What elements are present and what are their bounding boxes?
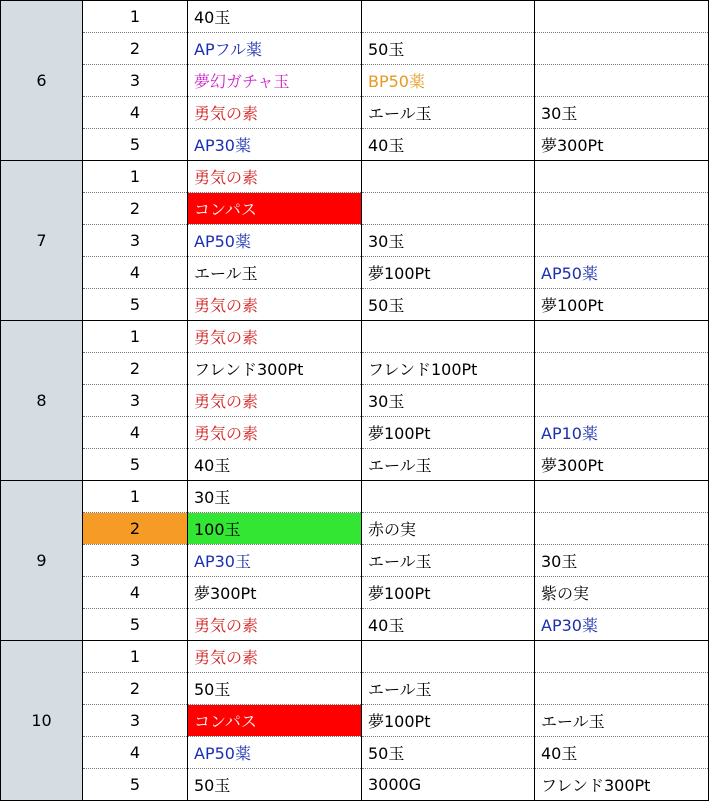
table-row bbox=[1, 65, 709, 97]
row-number-cell: 2 bbox=[83, 33, 188, 65]
row-number-cell: 1 bbox=[83, 641, 188, 673]
reward-cell: フレンド100Pt bbox=[362, 353, 535, 385]
reward-cell: AP30玉 bbox=[188, 545, 362, 577]
reward-cell bbox=[535, 481, 709, 513]
row-number-cell: 3 bbox=[83, 65, 188, 97]
reward-cell: 40玉 bbox=[362, 129, 535, 161]
row-number-cell: 2 bbox=[83, 513, 188, 545]
reward-cell bbox=[362, 481, 535, 513]
group-label-cell: 10 bbox=[1, 641, 83, 801]
reward-cell: 勇気の素 bbox=[188, 161, 362, 193]
reward-cell: 40玉 bbox=[188, 449, 362, 481]
reward-cell bbox=[535, 353, 709, 385]
reward-cell: 勇気の素 bbox=[188, 641, 362, 673]
reward-cell bbox=[535, 193, 709, 225]
reward-cell: フレンド300Pt bbox=[535, 769, 709, 801]
row-number-cell: 5 bbox=[83, 769, 188, 801]
row-number-cell: 3 bbox=[83, 705, 188, 737]
reward-cell: 勇気の素 bbox=[188, 385, 362, 417]
table-row bbox=[1, 97, 709, 129]
row-number-cell: 2 bbox=[83, 673, 188, 705]
reward-cell: 夢幻ガチャ玉 bbox=[188, 65, 362, 97]
row-number-cell: 1 bbox=[83, 321, 188, 353]
row-number-cell: 1 bbox=[83, 481, 188, 513]
reward-cell: AP50薬 bbox=[188, 225, 362, 257]
reward-cell bbox=[362, 1, 535, 33]
row-number-cell: 1 bbox=[83, 1, 188, 33]
row-number-cell: 3 bbox=[83, 225, 188, 257]
row-number-cell: 5 bbox=[83, 609, 188, 641]
reward-cell bbox=[362, 193, 535, 225]
reward-cell: 夢100Pt bbox=[535, 289, 709, 321]
row-number-cell: 4 bbox=[83, 417, 188, 449]
reward-cell: 30玉 bbox=[535, 545, 709, 577]
table-row bbox=[1, 417, 709, 449]
table-row bbox=[1, 161, 709, 193]
table-row bbox=[1, 225, 709, 257]
reward-cell: 30玉 bbox=[362, 225, 535, 257]
reward-cell bbox=[535, 1, 709, 33]
reward-cell: 勇気の素 bbox=[188, 417, 362, 449]
reward-cell bbox=[535, 161, 709, 193]
table-row bbox=[1, 193, 709, 225]
reward-cell: エール玉 bbox=[535, 705, 709, 737]
reward-cell: 夢300Pt bbox=[535, 129, 709, 161]
row-number-cell: 5 bbox=[83, 289, 188, 321]
row-number-cell: 3 bbox=[83, 545, 188, 577]
reward-cell: 30玉 bbox=[362, 385, 535, 417]
reward-table-body bbox=[1, 1, 709, 801]
group-label-cell: 7 bbox=[1, 161, 83, 321]
group-label-cell: 6 bbox=[1, 1, 83, 161]
table-row bbox=[1, 513, 709, 545]
reward-cell: 50玉 bbox=[362, 289, 535, 321]
reward-cell: 50玉 bbox=[362, 33, 535, 65]
reward-cell: BP50薬 bbox=[362, 65, 535, 97]
table-row bbox=[1, 353, 709, 385]
table-row bbox=[1, 385, 709, 417]
group-label-cell: 8 bbox=[1, 321, 83, 481]
row-number-cell: 4 bbox=[83, 257, 188, 289]
reward-cell: エール玉 bbox=[188, 257, 362, 289]
reward-cell: 勇気の素 bbox=[188, 321, 362, 353]
reward-cell: エール玉 bbox=[362, 545, 535, 577]
reward-cell: 40玉 bbox=[535, 737, 709, 769]
reward-cell: 30玉 bbox=[188, 481, 362, 513]
reward-cell: 100玉 bbox=[188, 513, 362, 545]
reward-cell bbox=[362, 641, 535, 673]
reward-cell: 夢100Pt bbox=[362, 705, 535, 737]
reward-cell: AP50薬 bbox=[188, 737, 362, 769]
row-number-cell: 4 bbox=[83, 97, 188, 129]
reward-cell: 30玉 bbox=[535, 97, 709, 129]
table-row bbox=[1, 545, 709, 577]
reward-cell: 40玉 bbox=[362, 609, 535, 641]
reward-cell bbox=[362, 161, 535, 193]
row-number-cell: 1 bbox=[83, 161, 188, 193]
row-number-cell: 5 bbox=[83, 129, 188, 161]
reward-cell: AP10薬 bbox=[535, 417, 709, 449]
row-number-cell: 3 bbox=[83, 385, 188, 417]
reward-cell: 紫の実 bbox=[535, 577, 709, 609]
table-row bbox=[1, 449, 709, 481]
table-row bbox=[1, 609, 709, 641]
reward-cell: 夢100Pt bbox=[362, 417, 535, 449]
reward-cell: フレンド300Pt bbox=[188, 353, 362, 385]
table-row bbox=[1, 481, 709, 513]
reward-cell bbox=[535, 385, 709, 417]
reward-cell bbox=[535, 641, 709, 673]
reward-cell: 3000G bbox=[362, 769, 535, 801]
reward-cell: 夢100Pt bbox=[362, 257, 535, 289]
table-row bbox=[1, 1, 709, 33]
reward-cell bbox=[535, 673, 709, 705]
reward-cell: コンパス bbox=[188, 705, 362, 737]
table-row bbox=[1, 737, 709, 769]
reward-cell: 夢300Pt bbox=[188, 577, 362, 609]
reward-cell: 勇気の素 bbox=[188, 97, 362, 129]
reward-cell: 50玉 bbox=[188, 673, 362, 705]
reward-cell: 夢100Pt bbox=[362, 577, 535, 609]
reward-cell: APフル薬 bbox=[188, 33, 362, 65]
reward-cell bbox=[362, 321, 535, 353]
table-row bbox=[1, 577, 709, 609]
reward-cell: 勇気の素 bbox=[188, 609, 362, 641]
reward-cell: AP30薬 bbox=[535, 609, 709, 641]
reward-cell bbox=[535, 33, 709, 65]
reward-cell: コンパス bbox=[188, 193, 362, 225]
table-row bbox=[1, 289, 709, 321]
table-row bbox=[1, 33, 709, 65]
row-number-cell: 4 bbox=[83, 737, 188, 769]
reward-cell: エール玉 bbox=[362, 673, 535, 705]
reward-cell: 赤の実 bbox=[362, 513, 535, 545]
table-row bbox=[1, 321, 709, 353]
row-number-cell: 5 bbox=[83, 449, 188, 481]
table-row bbox=[1, 705, 709, 737]
table-row bbox=[1, 129, 709, 161]
reward-cell bbox=[535, 513, 709, 545]
table-row bbox=[1, 769, 709, 801]
reward-cell: エール玉 bbox=[362, 449, 535, 481]
table-row bbox=[1, 673, 709, 705]
reward-cell: 50玉 bbox=[188, 769, 362, 801]
reward-cell: 40玉 bbox=[188, 1, 362, 33]
reward-cell bbox=[535, 225, 709, 257]
group-label-cell: 9 bbox=[1, 481, 83, 641]
row-number-cell: 4 bbox=[83, 577, 188, 609]
table-row bbox=[1, 641, 709, 673]
reward-cell: AP50薬 bbox=[535, 257, 709, 289]
row-number-cell: 2 bbox=[83, 353, 188, 385]
reward-cell: 夢300Pt bbox=[535, 449, 709, 481]
reward-cell: 50玉 bbox=[362, 737, 535, 769]
table-row bbox=[1, 257, 709, 289]
reward-cell: 勇気の素 bbox=[188, 289, 362, 321]
reward-cell: AP30薬 bbox=[188, 129, 362, 161]
reward-cell: エール玉 bbox=[362, 97, 535, 129]
reward-cell bbox=[535, 65, 709, 97]
row-number-cell: 2 bbox=[83, 193, 188, 225]
reward-cell bbox=[535, 321, 709, 353]
